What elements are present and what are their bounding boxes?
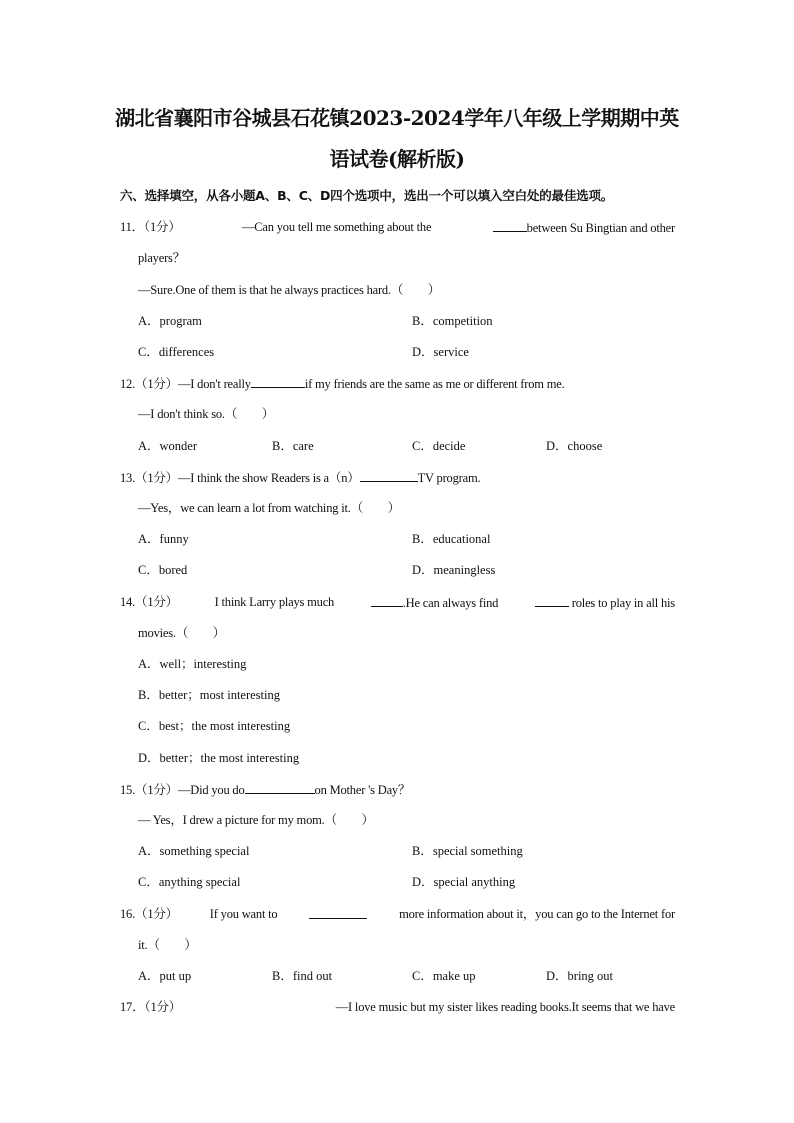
question-text: — Yes，I drew a picture for my mom.（ ） <box>138 813 374 827</box>
option-d: D．better；the most interesting <box>138 751 300 765</box>
option-b: B．find out <box>272 969 333 983</box>
option-a: A．wonder <box>138 439 198 453</box>
question-number: 12.（1分） <box>120 377 178 391</box>
question-text: —I love music but my sister likes reading books.It seems that we have <box>335 1000 675 1014</box>
question-15 <box>120 781 410 798</box>
option-a: A．program <box>138 314 202 328</box>
question-text: —Did you do <box>177 783 245 797</box>
question-text: —I think the show Readers is a（n） <box>177 471 360 485</box>
question-text: —I don't think so.（ ） <box>138 407 275 421</box>
section-instruction: 六、选择填空，从各小题A、B、C、D四个选项中，选出一个可以填入空白处的最佳选项。 <box>120 188 614 203</box>
option-c: C．anything special <box>138 875 241 889</box>
option-a: A．something special <box>138 844 250 858</box>
option-d: D．bring out <box>546 969 614 983</box>
option-d: D．service <box>412 345 469 359</box>
question-text: —I don't really <box>177 377 251 391</box>
question-text: TV program. <box>417 471 481 485</box>
question-16 <box>120 906 675 922</box>
question-number: 15.（1分） <box>120 783 178 797</box>
option-c: C．make up <box>412 969 476 983</box>
option-c: C．differences <box>138 345 215 359</box>
question-text: I think Larry plays much <box>214 595 335 609</box>
answer-blank: .He can always find <box>371 594 498 611</box>
option-d: D．choose <box>546 439 603 453</box>
option-a: A．put up <box>138 969 192 983</box>
question-number: 17．（1分） <box>120 1000 182 1014</box>
question-text: —Can you tell me something about the <box>242 220 432 234</box>
option-a: A．funny <box>138 532 189 546</box>
question-number: 16.（1分） <box>120 907 178 921</box>
option-b: B．better；most interesting <box>138 688 280 702</box>
answer-blank <box>245 781 315 794</box>
answer-blank: between Su Bingtian and other <box>493 219 675 236</box>
answer-blank <box>309 906 367 919</box>
question-text: on Mother 's Day？ <box>314 783 411 797</box>
option-d: D．special anything <box>412 875 516 889</box>
question-number: 11．（1分） <box>120 220 181 234</box>
question-text: If you want to <box>209 907 278 921</box>
answer-blank <box>251 375 305 388</box>
question-text: —Yes，we can learn a lot from watching it.（ ） <box>138 501 400 515</box>
option-a: A．well；interesting <box>138 657 247 671</box>
document-title-line2: 语试卷(解析版) <box>329 147 465 171</box>
question-text: if my friends are the same as me or different from me. <box>304 377 565 391</box>
question-number: 14.（1分） <box>120 595 178 609</box>
question-12 <box>120 375 565 392</box>
question-text: movies.（ ） <box>138 626 226 640</box>
option-c: C．decide <box>412 439 466 453</box>
answer-blank: roles to play in all his <box>535 594 675 611</box>
question-text: it.（ ） <box>138 938 197 952</box>
option-b: B．competition <box>412 314 493 328</box>
option-b: B．care <box>272 439 314 453</box>
option-b: B．educational <box>412 532 491 546</box>
question-number: 13.（1分） <box>120 471 178 485</box>
question-17 <box>120 999 675 1015</box>
question-text: players？ <box>138 251 185 265</box>
question-14 <box>120 594 675 611</box>
document-title-line1: 湖北省襄阳市谷城县石花镇2023-2024学年八年级上学期期中英 <box>115 106 679 130</box>
option-c: C．bored <box>138 563 188 577</box>
question-13 <box>120 469 480 486</box>
question-11 <box>120 219 675 236</box>
answer-blank <box>360 469 418 482</box>
option-b: B．special something <box>412 844 523 858</box>
question-text: —Sure.One of them is that he always practices hard.（ ） <box>138 283 441 297</box>
question-text: more information about it，you can go to the Internet for <box>399 907 675 921</box>
option-c: C．best；the most interesting <box>138 719 291 733</box>
option-d: D．meaningless <box>412 563 496 577</box>
